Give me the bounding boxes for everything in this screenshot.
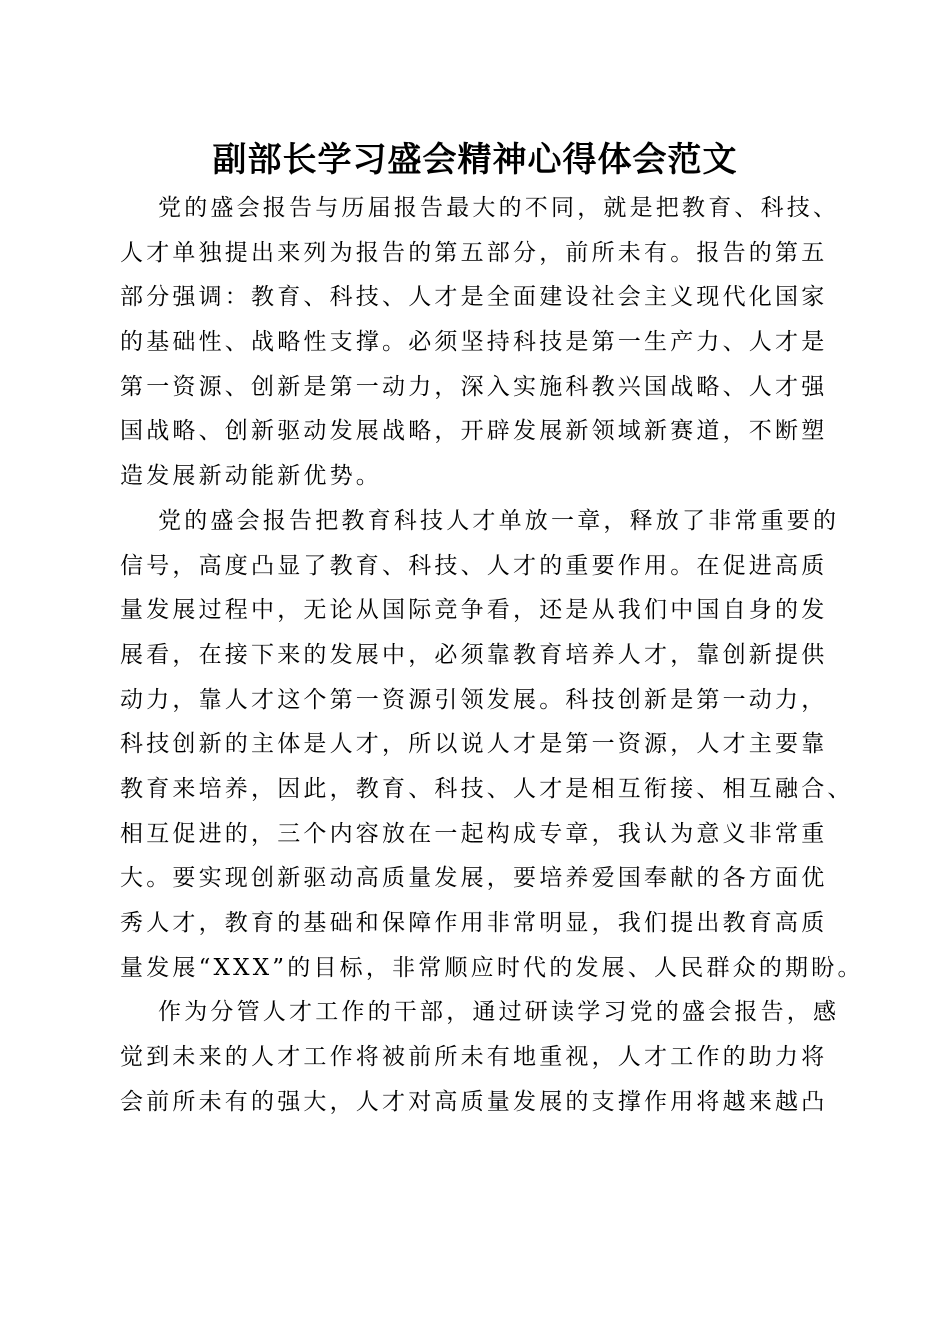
document-title: 副部长学习盛会精神心得体会范文 xyxy=(212,140,738,180)
paragraph-2-line-5: 动力，靠人才这个第一资源引领发展。科技创新是第一动力， xyxy=(120,686,828,713)
paragraph-1-line-5: 第一资源、创新是第一动力，深入实施科教兴国战略、人才强 xyxy=(120,373,828,400)
paragraph-2-line-9: 大。要实现创新驱动高质量发展，要培养爱国奉献的各方面优 xyxy=(120,865,828,892)
paragraph-2-line-4: 展看，在接下来的发展中，必须靠教育培养人才，靠创新提供 xyxy=(120,641,828,668)
paragraph-3-line-3: 会前所未有的强大，人才对高质量发展的支撑作用将越来越凸 xyxy=(120,1088,828,1115)
paragraph-3-line-1: 作为分管人才工作的干部，通过研读学习党的盛会报告，感 xyxy=(158,999,840,1026)
paragraph-2-line-7: 教育来培养，因此，教育、科技、人才是相互衔接、相互融合、 xyxy=(120,775,854,802)
paragraph-1-line-2: 人才单独提出来列为报告的第五部分，前所未有。报告的第五 xyxy=(120,239,828,266)
paragraph-1-line-1: 党的盛会报告与历届报告最大的不同，就是把教育、科技、 xyxy=(158,195,840,221)
paragraph-2-line-2: 信号，高度凸显了教育、科技、人才的重要作用。在促进高质 xyxy=(120,552,828,579)
paragraph-2-line-3: 量发展过程中，无论从国际竞争看，还是从我们中国自身的发 xyxy=(120,597,828,624)
paragraph-1-line-6: 国战略、创新驱动发展战略，开辟发展新领域新赛道，不断塑 xyxy=(120,418,828,445)
paragraph-1-line-3: 部分强调：教育、科技、人才是全面建设社会主义现代化国家 xyxy=(120,284,828,311)
paragraph-2-line-10: 秀人才，教育的基础和保障作用非常明显，我们提出教育高质 xyxy=(120,910,828,936)
document-body xyxy=(120,186,864,1124)
paragraph-2-line-1: 党的盛会报告把教育科技人才单放一章，释放了非常重要的 xyxy=(158,507,840,534)
paragraph-2-line-6: 科技创新的主体是人才，所以说人才是第一资源，人才主要靠 xyxy=(120,731,828,758)
paragraph-1-line-7: 造发展新动能新优势。 xyxy=(120,463,382,490)
paragraph-3-line-2: 觉到未来的人才工作将被前所未有地重视，人才工作的助力将 xyxy=(120,1044,828,1071)
paragraph-2-line-11: 量发展“XXX”的目标，非常顺应时代的发展、人民群众的期盼。 xyxy=(120,954,864,981)
paragraph-1-line-4: 的基础性、战略性支撑。必须坚持科技是第一生产力、人才是 xyxy=(120,329,828,356)
paragraph-2-line-8: 相互促进的，三个内容放在一起构成专章，我认为意义非常重 xyxy=(120,820,828,847)
